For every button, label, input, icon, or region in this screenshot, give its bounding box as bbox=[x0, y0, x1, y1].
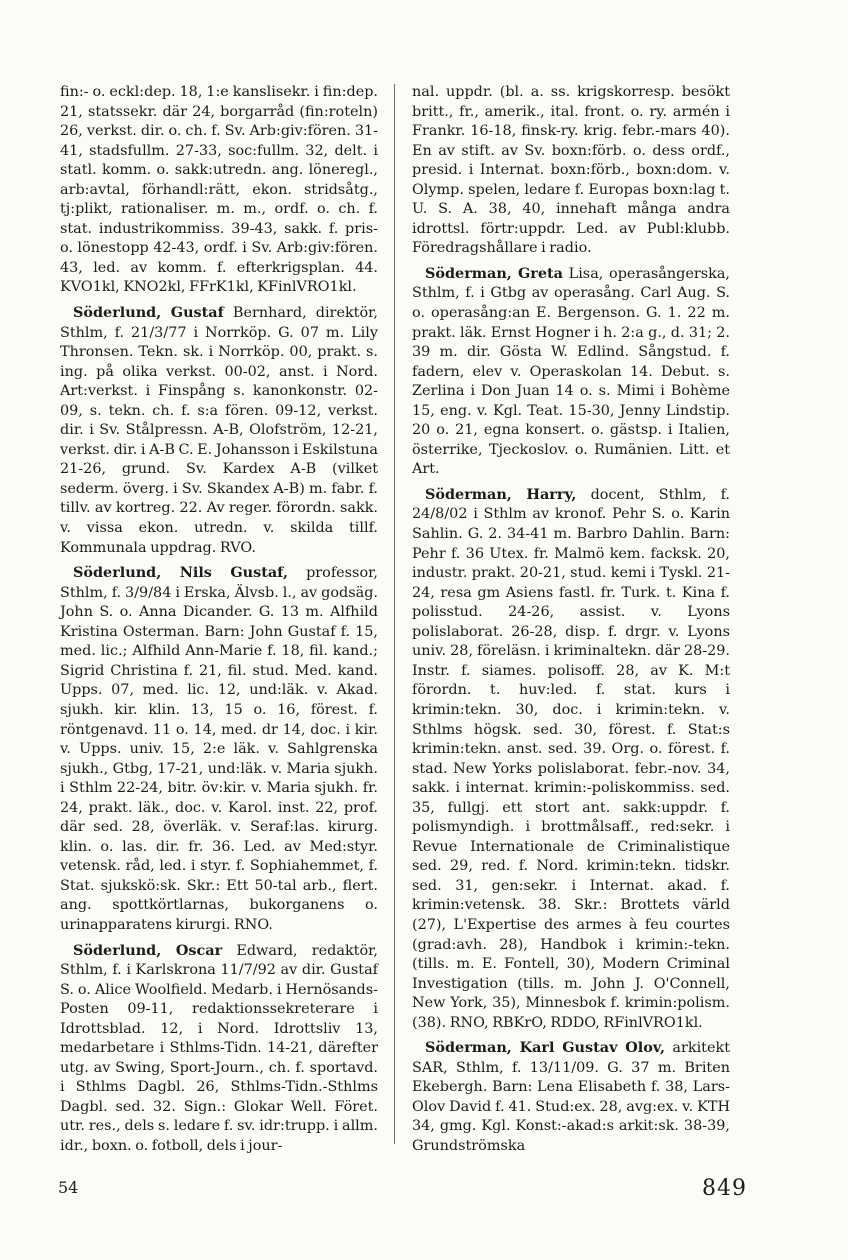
entry-soderlund-oscar bbox=[60, 941, 378, 1157]
entry-text: professor, Sthlm, f. 3/9/84 i Erska, Älvsb. l., av godsäg. John S. o. Anna Dicander. G. 13 m. Alfhild Kristina Osterman. Barn: John Gustaf f. 15, med. lic.; Alfhild Ann-Marie f. 18, fil. kand.; Sigrid Christina f. 21, fil. stud. Med. kand. Upps. 07, med. lic. 12, und:läk. v. Akad. sjukh. kir. klin. 13, 15 o. 16, förest. f. röntgenavd. 11 o. 14, med. dr 14, doc. i kir. v. Upps. univ. 15, 2:e läk. v. Sahlgrenska sjukh., Gtbg, 17-21, und:läk. v. Maria sjukh. i Sthlm 22-24, bitr. öv:kir. v. Maria sjukh. fr. 24, prakt. läk., doc. v. Karol. inst. 22, prof. där sed. 28, överläk. v. Seraf:las. kirurg. klin. o. las. dir. fr. 36. Led. av Med:styr. vetensk. råd, led. i styr. f. Sophiahemmet, f. Stat. sjukskö:sk. Skr.: Ett 50-tal arb., flert. ang. spottkörtlarnas, bukorganens o. urinapparatens kirurgi. RNO. bbox=[60, 565, 378, 933]
entry-name: Söderman, Harry, bbox=[425, 485, 577, 503]
signature-number: 54 bbox=[58, 1178, 79, 1197]
entry-text: arkitekt SAR, Sthlm, f. 13/11/09. G. 37 m. Briten Ekebergh. Barn: Lena Elisabeth f. 38, Lars-Olov David f. 41. Stud:ex. 28, avg:ex. v. KTH 34, gmg. Kgl. Konst:-akad:s arkit:sk. 38-39, Grundströmska bbox=[412, 1040, 730, 1154]
entry-soderman-greta bbox=[412, 264, 730, 480]
entry-soderlund-gustaf bbox=[60, 303, 378, 558]
entry-text: Edward, redaktör, Sthlm, f. i Karlskrona 11/7/92 av dir. Gustaf S. o. Alice Woolfield. Medarb. i Hernösands-Posten 09-11, redaktionssekreterare i Idrottsblad. 12, i Nord. Idrottsliv 13, medarbetare i Sthlms-Tidn. 14-21, därefter utg. av Swing, Sport-Journ., ch. f. sportavd. i Sthlms Dagbl. 26, Sthlms-Tidn.-Sthlms Dagbl. sed. 32. Sign.: Glokar Well. Föret. utr. res., dels s. ledare f. sv. idr:trupp. i allm. idr., boxn. o. fotboll, dels i jour- bbox=[60, 942, 379, 1154]
entry-soderlund-nils bbox=[60, 563, 378, 935]
entry-soderman-karl bbox=[412, 1038, 730, 1156]
entry-name: Söderlund, Nils Gustaf, bbox=[73, 564, 289, 582]
left-column bbox=[60, 83, 378, 1162]
entry-text: nal. uppdr. (bl. a. ss. krigskorresp. besökt britt., fr., amerik., ital. front. o. ry. armén i Frankr. 16-18, finsk-ry. krig. febr.-mars 40). En av stift. av Sv. boxn:förb. o. dess ordf., presid. i Internat. boxn:förb., boxn:dom. v. Olymp. spelen, ledare f. Europas boxn:lag t. U. S. A. 38, 40, innehaft många andra idrottsl. förtr:uppdr. Led. av Publ:klubb. Föredragshållare i radio. bbox=[412, 84, 730, 257]
entry-text: Lisa, operasångerska, Sthlm, f. i Gtbg av operasång. Carl Aug. S. o. operasång:an E. Bergenson. G. 1. 22 m. prakt. läk. Ernst Hogner i h. 2:a g., d. 31; 2. 39 m. dir. Gösta W. Edlind. Sångstud. f. fadern, elev v. Operaskolan 14. Debut. s. Zerlina i Don Juan 14 o. s. Mimi i Bohème 15, eng. v. Kgl. Teat. 15-30, Jenny Lindstip. 20 o. 21, egna konsert. o. gästsp. i Italien, österrike, Tjeckoslov. o. Rumänien. Litt. et Art. bbox=[412, 265, 730, 478]
right-column bbox=[412, 83, 730, 1162]
entry-continuation-left bbox=[60, 83, 378, 298]
page-number: 849 bbox=[702, 1176, 747, 1201]
entry-name: Söderlund, Oscar bbox=[73, 941, 223, 959]
column-divider bbox=[394, 84, 395, 1144]
entry-text: docent, Sthlm, f. 24/8/02 i Sthlm av kronof. Pehr S. o. Karin Sahlin. G. 2. 34-41 m. Barbro Dahlin. Barn: Pehr f. 36 Utex. fr. Malmö kem. facksk. 20, industr. prakt. 20-21, stud. kemi i Tyskl. 21-24, resa gm Asiens fastl. fr. Turk. t. Kina f. polisstud. 24-26, assist. v. Lyons polislaborat. 26-28, disp. f. drgr. v. Lyons univ. 28, föreläsn. i kriminaltekn. där 28-29. Instr. f. siames. polisoff. 28, av K. M:t förordn. t. huv:led. f. stat. kurs i krimin:tekn. 30, doc. i krimin:tekn. v. Sthlms högsk. sed. 30, förest. f. Stat:s krimin:tekn. anst. sed. 39. Org. o. förest. f. stad. New Yorks polislaborat. febr.-nov. 34, sakk. i internat. krimin:-poliskommiss. sed. 35, fullgj. ett stort ant. sakk:uppdr. f. polismyndigh. i brottmålsaff., red:sekr. i Revue Internationale de Criminalistique sed. 29, red. f. Nord. krimin:tekn. tidskr. sed. 31, gen:sekr. i Internat. akad. f. krimin:vetensk. 38. Skr.: Brottets värld (27), L'Expertise des armes à feu courtes (grad:avh. 28), Handbok i krimin:-tekn. (tills. m. E. Fontell, 30), Modern Criminal Investigation (tills. m. John J. O'Connell, New York, 35), Minnesbok f. krimin:polism. (38). RNO, RBKrO, RDDO, RFinlVRO1kl. bbox=[412, 486, 731, 1031]
entry-continuation-right bbox=[412, 83, 730, 259]
entry-name: Söderlund, Gustaf bbox=[73, 304, 224, 322]
entry-name: Söderman, Greta bbox=[425, 264, 563, 282]
entry-text: fin:- o. eckl:dep. 18, 1:e kanslisekr. i fin:dep. 21, statssekr. där 24, borgarråd (fin:roteln) 26, verkst. dir. o. ch. f. Sv. Arb:giv:fören. 31-41, stadsfullm. 27-33, soc:fullm. 32, delt. i statl. komm. o. sakk:utredn. ang. löneregl., arb:avtal, förhandl:rätt, ekon. stridsåtg., tj:plikt, rationaliser. m. m., ordf. o. ch. f. stat. industrikommiss. 39-43, sakk. f. pris- o. lönestopp 42-43, ordf. i Sv. Arb:giv:fören. 43, led. av komm. f. efterkrigsplan. 44. KVO1kl, KNO2kl, FFrK1kl, KFinlVRO1kl. bbox=[60, 84, 378, 296]
entry-text: Bernhard, direktör, Sthlm, f. 21/3/77 i Norrköp. G. 07 m. Lily Thronsen. Tekn. sk. i Norrköp. 00, prakt. s. ing. på olika verkst. 00-02, anst. i Nord. Art:verkst. i Finspång s. kanonkonstr. 02-09, s. tekn. ch. f. s:a fören. 09-12, verkst. dir. i Sv. Stålpressn. A-B, Olofström, 12-21, verkst. dir. i A-B C. E. Johansson i Eskilstuna 21-26, grund. Sv. Kardex A-B (vilket sederm. överg. i Sv. Skandex A-B) m. fabr. f. tillv. av kortreg. 22. Av reger. förordn. sakk. v. vissa ekon. utredn. v. skilda tillf. Kommunala uppdrag. RVO. bbox=[60, 305, 378, 556]
entry-name: Söderman, Karl Gustav Olov, bbox=[425, 1039, 666, 1057]
entry-soderman-harry bbox=[412, 485, 730, 1033]
